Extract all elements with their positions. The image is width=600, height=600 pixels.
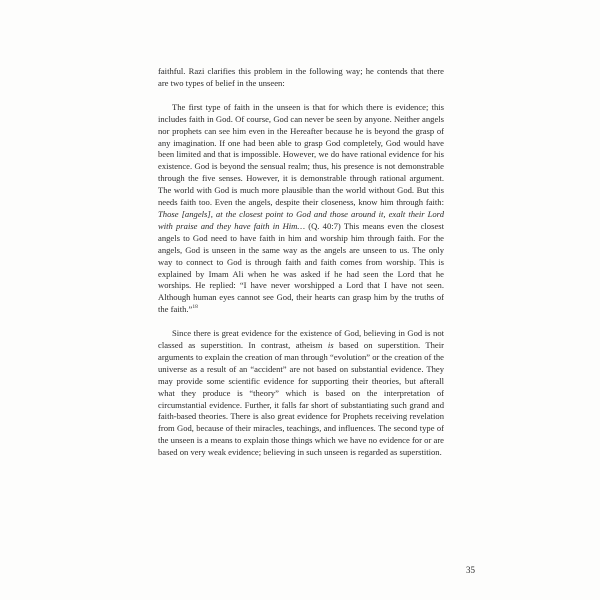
block-quote bbox=[158, 102, 444, 316]
closing-text-2: based on superstition. Their arguments to explain the creation of man through “evolution” or the creation of the universe as a result of an “accident” are not based on substantial evidence. They may provide some scientific evidence for supporting their theories, but afterall what they produce is “theory” which is based on the interpretation of circumstantial evidence. Further, it falls far short of substantiating such grand and faith-based theories. There is also great evidence for Prophets receiving revelation from God, because of their miracles, teachings, and influences. The second type of the unseen is a means to explain those things which we have no evidence for or are based on very weak evidence; believing in such unseen is regarded as superstition. bbox=[158, 340, 444, 458]
footnote-ref[interactable]: 18 bbox=[192, 304, 198, 311]
body-text bbox=[158, 66, 444, 459]
intro-paragraph bbox=[158, 66, 444, 90]
quote-text-1: The first type of faith in the unseen is that for which there is evidence; this includes faith in God. Of course, God can never be seen by anyone. Neither angels nor prophets can see him even in the Hereafter because he is beyond the grasp of any imagination. If one had been able to grasp God completely, God would have been limited and that is impossible. However, we do have rational evidence for his existence. God is beyond the sensual realm; thus, his presence is not demonstrable through the five senses. However, it is demonstrable through rational argument. The world with God is much more plausible than the world without God. But this needs faith too. Even the angels, despite their closeness, know him through faith: bbox=[158, 101, 444, 208]
intro-text: faithful. Razi clarifies this problem in the following way; he contends that there are two types of belief in the unseen: bbox=[158, 66, 444, 88]
quran-verse: Those [angels], at the closest point to God and those around it, exalt their Lord with praise and they have faith in Him… bbox=[158, 208, 444, 231]
emphasis-word: is bbox=[327, 340, 334, 351]
page-number: 35 bbox=[466, 565, 475, 575]
closing-text-1: Since there is great evidence for the existence of God, believing in God is not classed as superstition. In contrast, atheism bbox=[158, 328, 444, 351]
quote-text-2: (Q. 40:7) This means even the closest angels to God need to have faith in him and worship him through faith. For the angels, God is unseen in the same way as the angels are unseen to us. The only way to connect to God is through faith and faith comes from worship. This is explained by Imam Ali when he was asked if he had seen the Lord that he worships. He replied: “I have never worshipped a Lord that I have not seen. Although human eyes cannot see God, their hearts can grasp him by the truths of the faith.” bbox=[158, 220, 444, 315]
closing-paragraph bbox=[158, 328, 444, 459]
